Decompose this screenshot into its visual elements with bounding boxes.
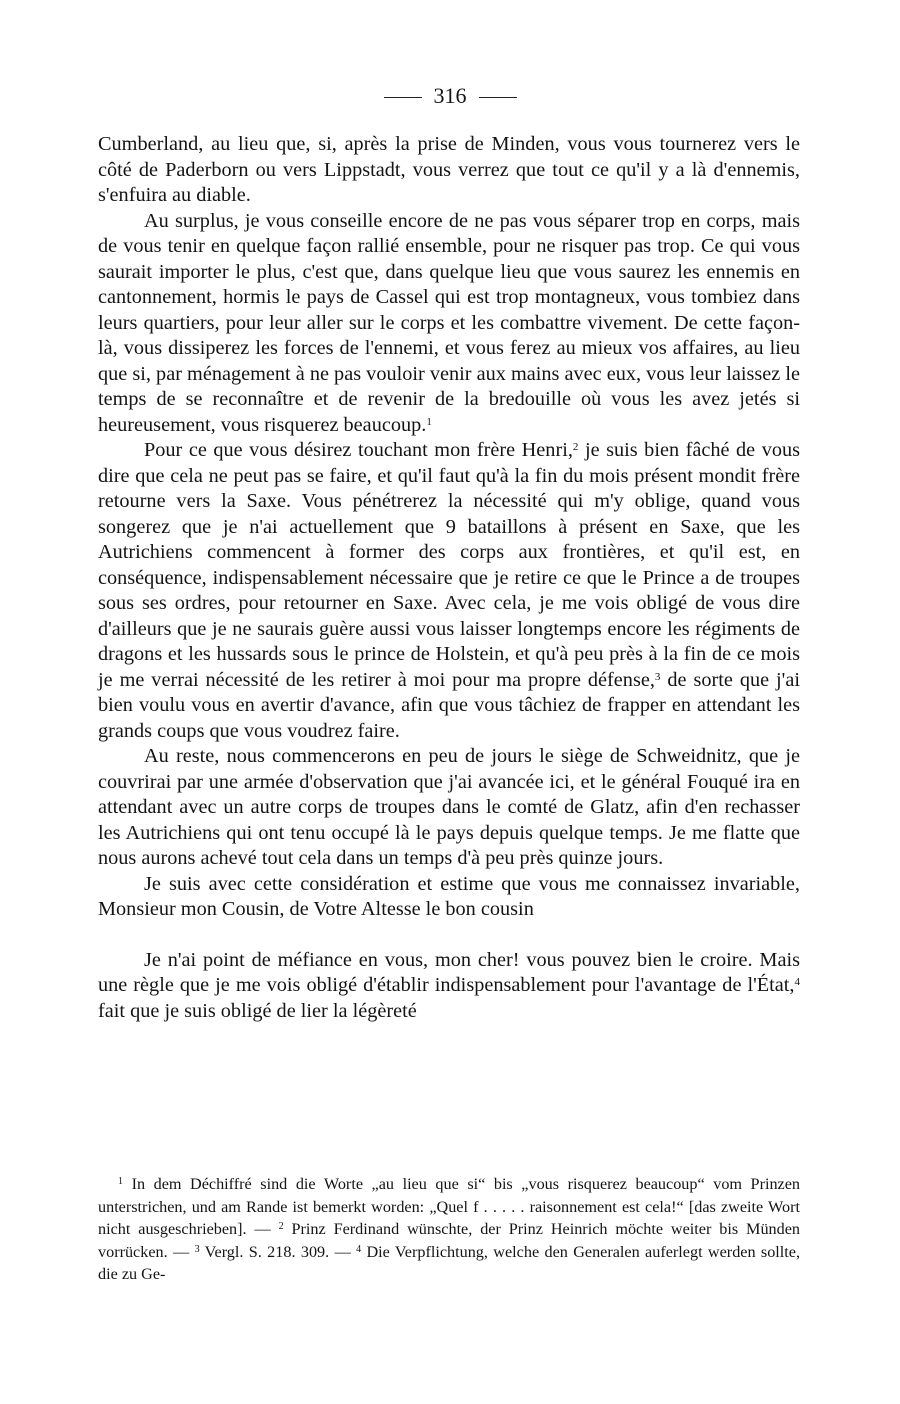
footnote-number: 4 [356,1243,362,1255]
footnote: $^1$ In dem Déchiffré sind die Worte „au lieu que si“ bis „vous risquerez beaucoup“ vom Prinzen unterstrichen, und am Rande ist bemerkt worden: „Quel f . . . . . raisonnement est cela!“ [das zweite Wort nicht ausgeschrieben]. — $^2$ Prinz Ferdinand wünschte, der Prinz Heinrich möchte weiter bis Münden vorrücken. — $^3$ Vergl. S. 218. 309. — $^4$ Die Verpflichtung, welche den Generalen auferlegt werden sollte, die zu Ge- [98,1175,801,1283]
footnote-mark: 4 [794,976,800,988]
body-text [98,132,800,1024]
page-header [0,82,900,110]
paragraph: Au reste, nous commencerons en peu de jours le siège de Schweidnitz, que je couvrirai par une armée d'observation que j'ai avancée ici, et le général Fouqué ira en attendant avec un autre corps de troupes dans le comté de Glatz, afin d'en rechasser les Autrichiens qui ont tenu occupé là le pays depuis quelque temps. Je me flatte que nous aurons achevé tout cela dans un temps d'à peu près quinze jours. [98,745,800,869]
footnote-mark: 3 [654,670,661,683]
page-number: 316 [433,83,467,108]
header-rule-left [384,97,422,98]
paragraph: Cumberland, au lieu que, si, après la prise de Minden, vous vous tournerez vers le côté de Paderborn ou vers Lippstadt, vous verrez que tout ce qu'il y a là d'ennemis, s'enfuira au diable. [98,133,800,206]
footnotes [98,1173,800,1286]
paragraph: Pour ce que vous désirez touchant mon frère Henri,$^2$ je suis bien fâché de vous dire que cela ne peut pas se faire, et qu'il faut qu'à la fin du mois présent mondit frère retourne vers la Saxe. Vous pénétrerez la nécessité qui m'y oblige, quand vous songerez que je n'ai actuellement que 9 bataillons à présent en Saxe, que les Autrichiens commencent à former des corps aux frontières, et qu'il est, en conséquence, indispensablement nécessaire que je retire ce que le Prince a de troupes sous ses ordres, pour retourner en Saxe. Avec cela, je me vois obligé de vous dire d'ailleurs que je ne saurais guère aussi vous laisser longtemps encore les régiments de dragons et les hussards sous le prince de Holstein, et qu'à peu près à la fin de ce mois je me verrai nécessité de les retirer à moi pour ma propre défense,$^3$ de sorte que j'ai bien voulu vous en avertir d'avance, afin que vous tâchiez de frapper en attendant les grands coups que vous voudrez faire. [98,439,801,742]
footnote-mark: 2 [572,441,579,453]
postscript-paragraph: Je n'ai point de méfiance en vous, mon cher! vous pouvez bien le croire. Mais une règle que je me vois obligé d'établir indispensablement pour l'avantage de l'État,$^4$ fait que je suis obligé de lier la légèreté [98,948,800,1022]
header-rule-right [479,97,517,98]
footnote-mark: 1 [426,415,432,428]
footnote-number: 1 [118,1176,123,1187]
footnote-number: 3 [194,1243,200,1255]
closing-paragraph: Je suis avec cette considération et estime que vous me connaissez invariable, Monsieur mon Cousin, de Votre Altesse le bon cousin [98,872,800,920]
paragraph: Au surplus, je vous conseille encore de ne pas vous séparer trop en corps, mais de vous tenir en quelque façon rallié ensemble, pour ne risquer pas trop. Ce qui vous saurait importer le plus, c'est que, dans quelque lieu que vous saurez les ennemis en cantonnement, hormis le pays de Cassel qui est trop montagneux, vous tombiez dans leurs quartiers, pour leur aller sur le corps et les combattre vivement. De cette façon-là, vous dissiperez les forces de l'ennemi, et vous ferez au mieux vos affaires, au lieu que si, par ménagement à ne pas vouloir venir aux mains avec eux, vous leur laissez le temps de se reconnaître et de revenir de la bredouille où vous les avez jetés si heureusement, vous risquerez beaucoup.$^1$ [98,209,800,436]
footnote-number: 2 [278,1221,284,1232]
